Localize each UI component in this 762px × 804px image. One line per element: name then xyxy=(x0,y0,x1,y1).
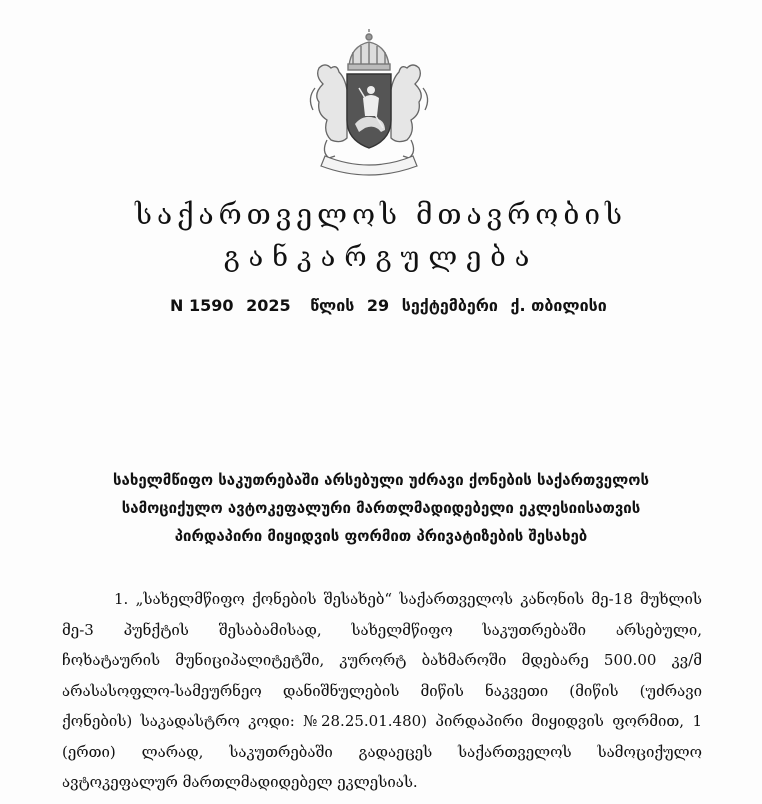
document-year: 2025 xyxy=(246,296,291,315)
motto-ribbon xyxy=(321,156,417,175)
subject-line: პირდაპირი მიყიდვის ფორმით პრივატიზების შესახებ xyxy=(174,527,588,545)
document-month: სექტემბერი xyxy=(401,296,498,315)
shield-icon xyxy=(347,74,391,148)
coat-of-arms-emblem xyxy=(301,28,437,178)
document-number: N 1590 xyxy=(170,296,234,315)
document-year-suffix: წლის xyxy=(310,296,355,315)
lion-left-icon xyxy=(310,65,347,158)
paragraph-1 xyxy=(62,584,702,798)
lion-right-icon xyxy=(391,65,428,158)
document-number-date-line xyxy=(170,296,614,315)
subject-line: სახელმწიფო საკუთრებაში არსებული უძრავი ქონების საქართველოს xyxy=(113,471,649,489)
paragraph-line: (ერთი) ლარად, საკუთრებაში გადაეცეს საქართველოს სამოციქულო xyxy=(62,742,702,761)
subject-line: სამოციქულო ავტოკეფალური მართლმადიდებელი ეკლესიისათვის xyxy=(121,499,641,517)
paragraph-line: ქონების) საკადასტრო კოდი: №28.25.01.480) პირდაპირი მიყიდვის ფორმით, 1 xyxy=(62,712,702,730)
document-type-title: განკარგულება xyxy=(223,242,539,273)
paragraph-line: 1. „სახელმწიფო ქონების შესახებ“ საქართველოს კანონის მე-18 მუხლის xyxy=(114,590,702,608)
paragraph-line: არასასოფლო-სამეურნეო დანიშნულების მიწის ნაკვეთი (მიწის (უძრავი xyxy=(62,681,702,700)
document-day: 29 xyxy=(366,296,390,315)
government-title: საქართველოს მთავრობის xyxy=(134,198,628,231)
paragraph-line: მე-3 პუნქტის შესაბამისად, სახელმწიფო საკუთრებაში არსებული, xyxy=(62,620,702,639)
document-subject xyxy=(0,466,762,550)
paragraph-line: ჩოხატაურის მუნიციპალიტეტში, კურორტ ბახმაროში მდებარე 500.00 კვ/მ xyxy=(62,651,702,669)
document-city: ქ. თბილისი xyxy=(510,296,607,315)
crown-icon xyxy=(348,29,390,70)
paragraph-line: ავტოკეფალურ მართლმადიდებელ ეკლესიას. xyxy=(62,773,418,791)
